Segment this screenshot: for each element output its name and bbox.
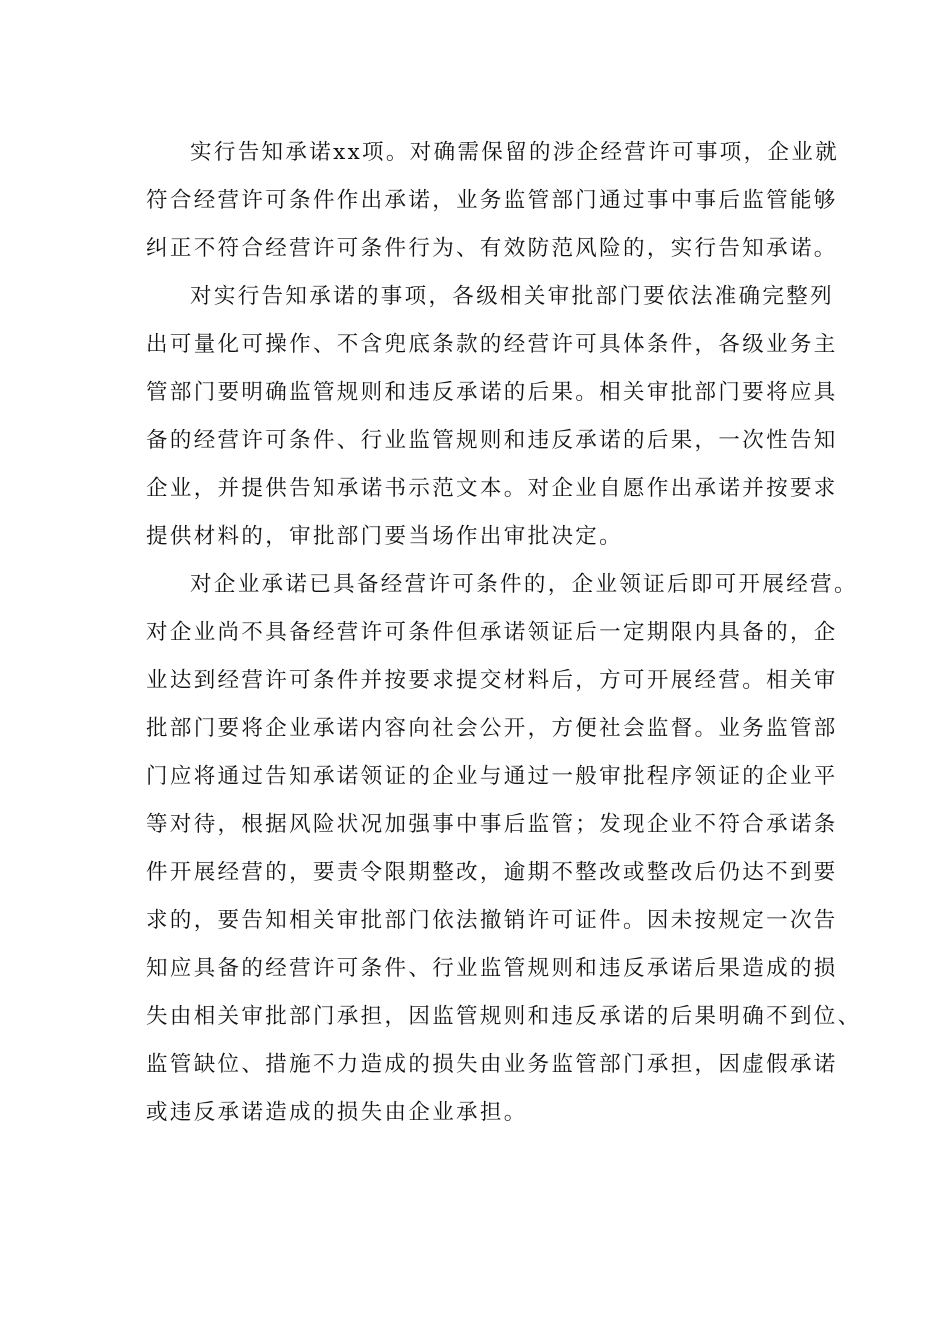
text-line: 对企业尚不具备经营许可条件但承诺领证后一定期限内具备的，企 xyxy=(146,620,838,645)
text-line: 批部门要将企业承诺内容向社会公开，方便社会监督。业务监管部 xyxy=(146,716,838,741)
text-line: 对企业承诺已具备经营许可条件的，企业领证后即可开展经营。 xyxy=(190,572,858,597)
text-line: 企业，并提供告知承诺书示范文本。对企业自愿作出承诺并按要求 xyxy=(146,476,838,501)
text-line: 对实行告知承诺的事项，各级相关审批部门要依法准确完整列 xyxy=(190,284,834,309)
text-line: 知应具备的经营许可条件、行业监管规则和违反承诺后果造成的损 xyxy=(146,956,838,981)
text-line: 监管缺位、措施不力造成的损失由业务监管部门承担，因虚假承诺 xyxy=(146,1052,838,1077)
text-line: 失由相关审批部门承担，因监管规则和违反承诺的后果明确不到位、 xyxy=(146,1004,862,1029)
text-line: 或违反承诺造成的损失由企业承担。 xyxy=(146,1100,528,1125)
text-line: 求的，要告知相关审批部门依法撤销许可证件。因未按规定一次告 xyxy=(146,908,838,933)
text-line: 管部门要明确监管规则和违反承诺的后果。相关审批部门要将应具 xyxy=(146,380,838,405)
text-line: 门应将通过告知承诺领证的企业与通过一般审批程序领证的企业平 xyxy=(146,764,838,789)
text-line: 等对待，根据风险状况加强事中事后监管；发现企业不符合承诺条 xyxy=(146,812,838,837)
text-line: 件开展经营的，要责令限期整改，逾期不整改或整改后仍达不到要 xyxy=(146,860,838,885)
text-line: 实行告知承诺xx项。对确需保留的涉企经营许可事项，企业就 xyxy=(190,140,840,165)
text-line: 提供材料的，审批部门要当场作出审批决定。 xyxy=(146,524,624,549)
text-line: 业达到经营许可条件并按要求提交材料后，方可开展经营。相关审 xyxy=(146,668,838,693)
text-line: 出可量化可操作、不含兜底条款的经营许可具体条件，各级业务主 xyxy=(146,332,838,357)
text-line: 纠正不符合经营许可条件行为、有效防范风险的，实行告知承诺。 xyxy=(146,236,838,261)
text-line: 备的经营许可条件、行业监管规则和违反承诺的后果，一次性告知 xyxy=(146,428,838,453)
text-line: 符合经营许可条件作出承诺，业务监管部门通过事中事后监管能够 xyxy=(146,188,838,213)
